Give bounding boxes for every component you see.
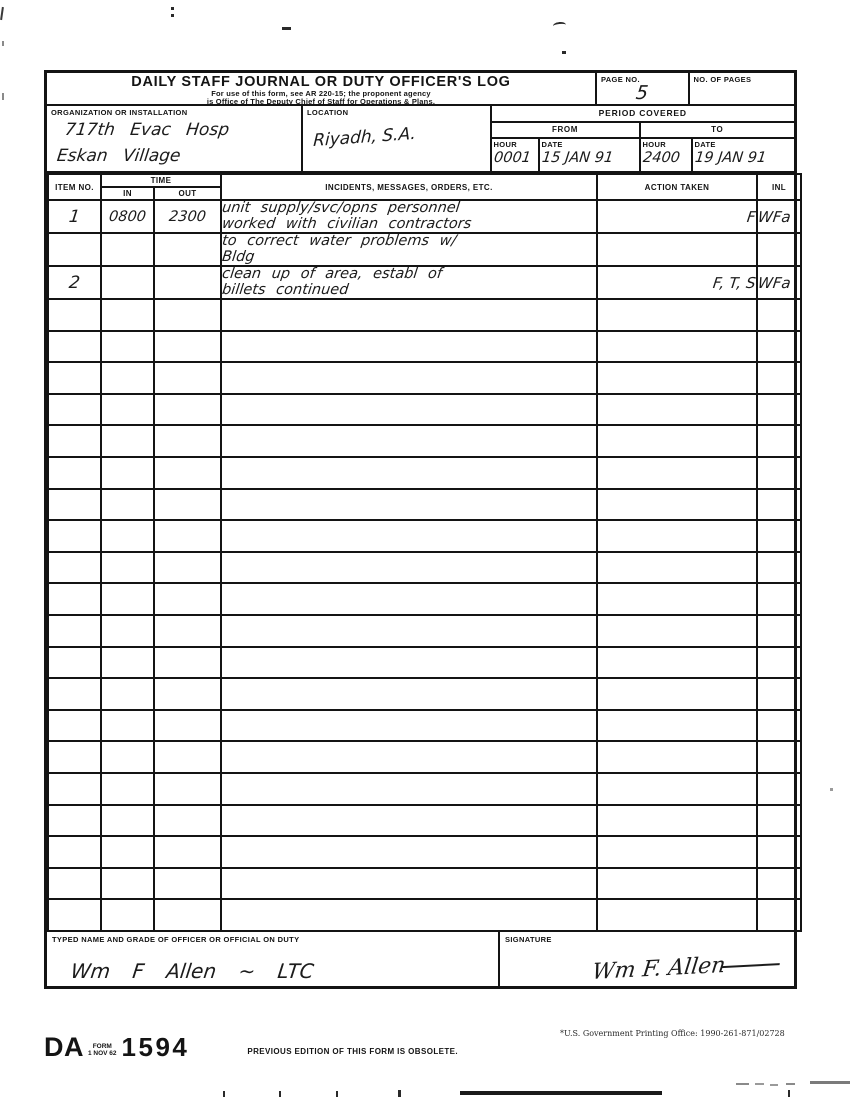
from-date-cell	[538, 139, 639, 171]
scan-artifact	[282, 27, 291, 30]
incidents-cell: unit supply/svc/opns personnel worked with civilian contractors	[221, 200, 597, 233]
journal-row	[48, 233, 801, 266]
initials-cell	[757, 552, 801, 584]
from-hour-cell	[492, 139, 538, 171]
action-taken-cell	[597, 520, 757, 552]
incidents-cell	[221, 457, 597, 489]
incidents-cell	[221, 678, 597, 710]
item-no-cell	[48, 489, 101, 521]
journal-row	[48, 394, 801, 426]
scan-artifact	[562, 51, 566, 54]
page-no-value: 5	[634, 82, 651, 104]
time-out-cell	[154, 425, 221, 457]
time-out-cell	[154, 836, 221, 868]
time-in-cell	[101, 266, 154, 299]
journal-row	[48, 615, 801, 647]
action-taken-cell	[597, 647, 757, 679]
action-taken-cell	[597, 425, 757, 457]
scan-artifact	[736, 1083, 749, 1085]
signature-value: Wm F. Allen	[591, 950, 782, 985]
col-header-incidents: INCIDENTS, MESSAGES, ORDERS, ETC.	[221, 174, 597, 200]
initials-cell	[757, 425, 801, 457]
organization-value-line2: Eskan Village	[55, 146, 182, 166]
incidents-cell	[221, 805, 597, 837]
journal-row	[48, 552, 801, 584]
time-in-cell	[101, 678, 154, 710]
time-out-cell	[154, 299, 221, 331]
action-taken-cell	[597, 710, 757, 742]
incidents-cell	[221, 552, 597, 584]
item-no-cell	[48, 425, 101, 457]
location-value: Riyadh, S.A.	[312, 123, 417, 152]
journal-row	[48, 266, 801, 299]
to-hour-cell	[639, 139, 691, 171]
time-out-cell: 2300	[154, 200, 221, 233]
time-out-cell	[154, 552, 221, 584]
time-in-cell	[101, 741, 154, 773]
from-date-label: DATE	[541, 140, 563, 149]
scan-artifact	[171, 7, 174, 10]
initials-cell	[757, 489, 801, 521]
initials-cell: WFa	[757, 266, 801, 299]
organization-label: ORGANIZATION OR INSTALLATION	[51, 108, 188, 117]
organization-value-line1: 717th Evac Hosp	[63, 120, 231, 140]
incidents-cell	[221, 299, 597, 331]
incidents-cell	[221, 615, 597, 647]
action-taken-cell	[597, 868, 757, 900]
item-no-cell: 2	[48, 266, 101, 299]
time-out-cell	[154, 805, 221, 837]
time-in-cell: 0800	[101, 200, 154, 233]
item-no-cell	[48, 836, 101, 868]
col-header-time: TIME	[101, 174, 221, 187]
action-taken-cell	[597, 552, 757, 584]
scan-artifact	[553, 21, 567, 29]
title-block	[47, 73, 595, 104]
initials-cell	[757, 647, 801, 679]
item-no-cell	[48, 678, 101, 710]
da-form-1594	[44, 70, 797, 989]
page-no-cell	[595, 73, 688, 104]
scan-artifact	[830, 788, 833, 791]
initials-cell	[757, 899, 801, 931]
journal-row	[48, 836, 801, 868]
journal-row	[48, 868, 801, 900]
col-header-action: ACTION TAKEN	[597, 174, 757, 200]
time-in-cell	[101, 489, 154, 521]
time-in-cell	[101, 520, 154, 552]
action-taken-cell	[597, 331, 757, 363]
journal-row	[48, 678, 801, 710]
time-out-cell	[154, 362, 221, 394]
certification-row	[47, 932, 794, 986]
obsolete-note: PREVIOUS EDITION OF THIS FORM IS OBSOLETE.	[247, 1047, 458, 1056]
time-in-cell	[101, 836, 154, 868]
time-out-cell	[154, 899, 221, 931]
form-title: DAILY STAFF JOURNAL OR DUTY OFFICER'S LOG	[131, 74, 511, 90]
journal-row	[48, 299, 801, 331]
initials-cell	[757, 678, 801, 710]
incidents-cell: clean up of area, establ of billets continued	[221, 266, 597, 299]
from-hour-label: HOUR	[493, 140, 517, 149]
incidents-cell	[221, 520, 597, 552]
time-out-cell	[154, 394, 221, 426]
col-header-item: ITEM NO.	[48, 174, 101, 200]
time-in-cell	[101, 773, 154, 805]
period-from-label: FROM	[492, 123, 641, 137]
item-no-cell	[48, 805, 101, 837]
incidents-cell	[221, 868, 597, 900]
no-of-pages-label: NO. OF PAGES	[693, 75, 752, 84]
item-no-cell	[48, 583, 101, 615]
form-edition-block	[88, 1044, 117, 1057]
form-footer	[44, 1034, 458, 1060]
action-taken-cell	[597, 457, 757, 489]
form-subtitle-line2: is Office of The Deputy Chief of Staff for Operations & Plans.	[206, 96, 436, 106]
col-header-time-out: OUT	[154, 187, 221, 200]
action-taken-cell	[597, 583, 757, 615]
time-in-cell	[101, 394, 154, 426]
incidents-cell	[221, 773, 597, 805]
initials-cell	[757, 457, 801, 489]
period-covered-label: PERIOD COVERED	[492, 106, 795, 123]
time-in-cell	[101, 868, 154, 900]
time-out-cell	[154, 773, 221, 805]
scan-artifact	[2, 93, 4, 100]
typed-name-label: TYPED NAME AND GRADE OF OFFICER OR OFFICIAL ON DUTY	[52, 934, 300, 944]
incidents-cell: to correct water problems w/ Bldg	[221, 233, 597, 266]
to-hour-label: HOUR	[642, 140, 666, 149]
period-covered-cell	[490, 106, 795, 171]
time-out-cell	[154, 583, 221, 615]
time-in-cell	[101, 299, 154, 331]
printing-office-note: *U.S. Government Printing Office: 1990-261-871/02728	[560, 1029, 785, 1038]
time-in-cell	[101, 233, 154, 266]
journal-row	[48, 805, 801, 837]
time-in-cell	[101, 552, 154, 584]
location-cell	[301, 106, 490, 171]
journal-row	[48, 425, 801, 457]
location-label: LOCATION	[306, 108, 349, 117]
typed-name-cell	[47, 932, 498, 986]
journal-row	[48, 331, 801, 363]
incidents-cell	[221, 836, 597, 868]
journal-row	[48, 583, 801, 615]
scan-artifact	[786, 1083, 795, 1085]
from-date-value: 15 JAN 91	[540, 150, 614, 166]
scan-artifact	[755, 1083, 764, 1085]
initials-cell	[757, 299, 801, 331]
time-out-cell	[154, 233, 221, 266]
action-taken-cell	[597, 678, 757, 710]
journal-row	[48, 362, 801, 394]
incidents-cell	[221, 710, 597, 742]
incidents-cell	[221, 489, 597, 521]
action-taken-cell	[597, 299, 757, 331]
initials-cell	[757, 362, 801, 394]
action-taken-cell	[597, 394, 757, 426]
time-in-cell	[101, 583, 154, 615]
item-no-cell	[48, 552, 101, 584]
incidents-cell	[221, 899, 597, 931]
to-date-value: 19 JAN 91	[693, 150, 767, 166]
scan-artifact	[770, 1084, 778, 1086]
typed-name-value: Wm F Allen ~ LTC	[69, 958, 316, 983]
action-taken-cell	[597, 805, 757, 837]
initials-cell	[757, 741, 801, 773]
time-in-cell	[101, 805, 154, 837]
scan-artifact	[788, 1090, 790, 1097]
initials-cell	[757, 520, 801, 552]
signature-label: SIGNATURE	[505, 934, 552, 944]
form-word: FORM	[92, 1043, 112, 1050]
scan-artifact	[2, 41, 4, 46]
time-in-cell	[101, 710, 154, 742]
time-in-cell	[101, 899, 154, 931]
journal-row	[48, 741, 801, 773]
time-out-cell	[154, 457, 221, 489]
title-row	[47, 73, 794, 106]
initials-cell	[757, 836, 801, 868]
item-no-cell	[48, 299, 101, 331]
col-header-initials: INL	[757, 174, 801, 200]
scan-artifact	[279, 1091, 281, 1097]
time-out-cell	[154, 678, 221, 710]
incidents-cell	[221, 331, 597, 363]
scan-artifact	[810, 1081, 850, 1084]
scan-artifact	[460, 1091, 662, 1095]
journal-row	[48, 773, 801, 805]
item-no-cell	[48, 362, 101, 394]
initials-cell	[757, 394, 801, 426]
journal-row	[48, 200, 801, 233]
time-out-cell	[154, 266, 221, 299]
col-header-time-in: IN	[101, 187, 154, 200]
period-to-label: TO	[711, 125, 724, 134]
no-of-pages-cell	[688, 73, 794, 104]
time-in-cell	[101, 425, 154, 457]
action-taken-cell	[597, 615, 757, 647]
item-no-cell	[48, 615, 101, 647]
journal-row	[48, 520, 801, 552]
initials-cell: WFa	[757, 200, 801, 233]
incidents-cell	[221, 741, 597, 773]
to-date-label: DATE	[694, 140, 716, 149]
organization-cell	[47, 106, 301, 171]
item-no-cell	[48, 457, 101, 489]
initials-cell	[757, 233, 801, 266]
time-out-cell	[154, 647, 221, 679]
item-no-cell	[48, 331, 101, 363]
item-no-cell	[48, 394, 101, 426]
item-no-cell	[48, 868, 101, 900]
action-taken-cell	[597, 489, 757, 521]
incidents-cell	[221, 394, 597, 426]
to-date-cell	[691, 139, 795, 171]
item-no-cell	[48, 899, 101, 931]
journal-table	[47, 173, 802, 932]
item-no-cell	[48, 773, 101, 805]
time-in-cell	[101, 457, 154, 489]
form-subtitle-line1: For use of this form, see AR 220-15; the proponent agency	[211, 89, 431, 98]
time-in-cell	[101, 362, 154, 394]
initials-cell	[757, 773, 801, 805]
item-no-cell: 1	[48, 200, 101, 233]
journal-row	[48, 647, 801, 679]
page-no-label: PAGE NO.	[600, 75, 640, 84]
time-out-cell	[154, 331, 221, 363]
scan-artifact	[223, 1091, 225, 1097]
journal-row	[48, 899, 801, 931]
action-taken-cell	[597, 899, 757, 931]
action-taken-cell: F, T, S	[597, 266, 757, 299]
time-in-cell	[101, 331, 154, 363]
initials-cell	[757, 583, 801, 615]
time-out-cell	[154, 489, 221, 521]
action-taken-cell	[597, 836, 757, 868]
item-no-cell	[48, 520, 101, 552]
signature-cell	[498, 932, 794, 986]
da-prefix: DA	[44, 1032, 84, 1062]
action-taken-cell	[597, 741, 757, 773]
to-hour-value: 2400	[641, 150, 681, 166]
initials-cell	[757, 710, 801, 742]
journal-row	[48, 489, 801, 521]
info-row	[47, 106, 794, 173]
action-taken-cell	[597, 773, 757, 805]
time-out-cell	[154, 868, 221, 900]
form-edition-date: 1 NOV 62	[88, 1050, 117, 1057]
action-taken-cell	[597, 362, 757, 394]
incidents-cell	[221, 425, 597, 457]
journal-row	[48, 457, 801, 489]
initials-cell	[757, 805, 801, 837]
incidents-cell	[221, 362, 597, 394]
time-out-cell	[154, 520, 221, 552]
scan-artifact	[0, 7, 4, 20]
time-out-cell	[154, 615, 221, 647]
item-no-cell	[48, 710, 101, 742]
initials-cell	[757, 615, 801, 647]
initials-cell	[757, 331, 801, 363]
item-no-cell	[48, 233, 101, 266]
from-hour-value: 0001	[492, 150, 532, 166]
form-number: 1594	[121, 1032, 190, 1062]
item-no-cell	[48, 741, 101, 773]
item-no-cell	[48, 647, 101, 679]
action-taken-cell: F	[597, 200, 757, 233]
journal-row	[48, 710, 801, 742]
incidents-cell	[221, 647, 597, 679]
time-out-cell	[154, 741, 221, 773]
scan-artifact	[336, 1091, 338, 1097]
scan-artifact	[398, 1090, 401, 1097]
incidents-cell	[221, 583, 597, 615]
time-in-cell	[101, 647, 154, 679]
time-in-cell	[101, 615, 154, 647]
time-out-cell	[154, 710, 221, 742]
initials-cell	[757, 868, 801, 900]
action-taken-cell	[597, 233, 757, 266]
signature-flourish	[722, 963, 780, 968]
